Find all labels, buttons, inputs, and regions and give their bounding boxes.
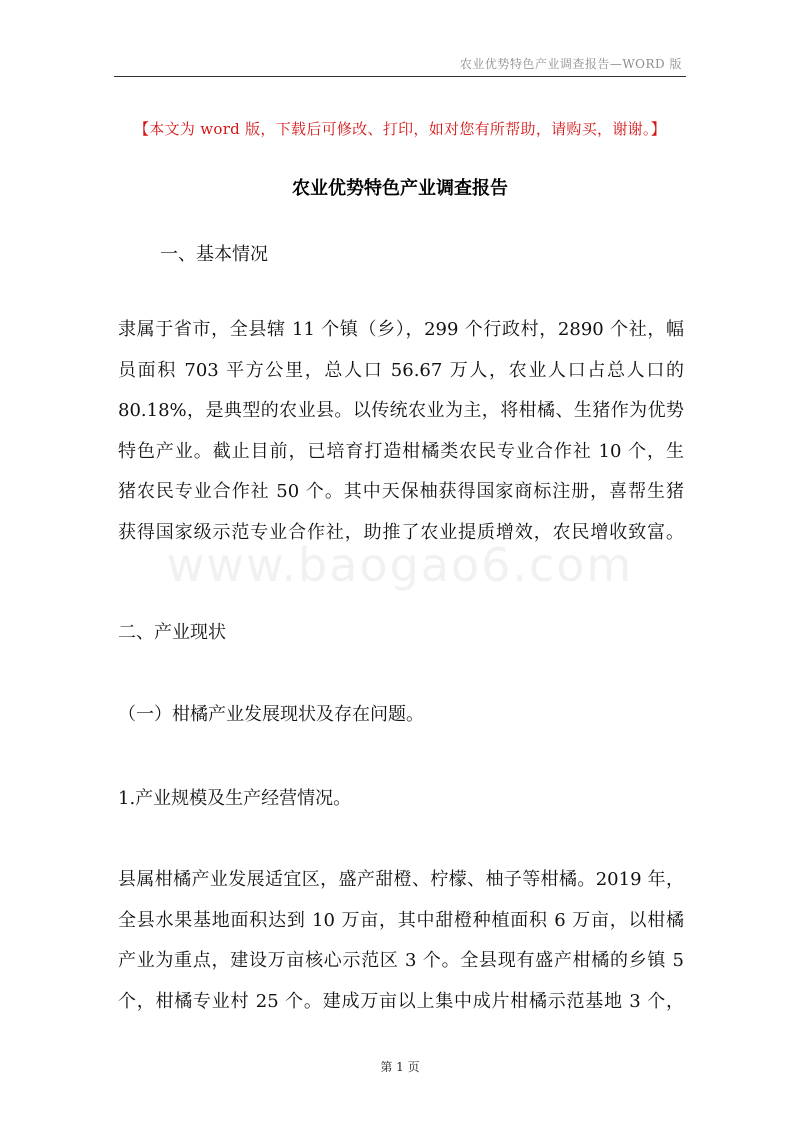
watermark: www.baogao6.com — [166, 538, 634, 592]
section-1-paragraph — [118, 310, 684, 553]
section-2-heading: 二、产业现状 — [118, 622, 226, 643]
paragraph-line: 获得国家级示范专业合作社，助推了农业提质增效，农民增收致富。 — [118, 521, 684, 543]
paragraph-line: 隶属于省市，全县辖 11 个镇（乡），299 个行政村，2890 个社，幅 — [118, 319, 684, 340]
item-heading: 1.产业规模及生产经营情况。 — [118, 788, 352, 809]
purchase-notice: 【本文为 word 版，下载后可修改、打印，如对您有所帮助，请购买，谢谢。】 — [133, 120, 667, 138]
page-header: 农业优势特色产业调查报告—WORD 版 — [459, 57, 682, 71]
paragraph-line: 80.18%，是典型的农业县。以传统农业为主，将柑橘、生猪作为优势 — [118, 400, 684, 421]
paragraph-line: 个，柑橘专业村 25 个。建成万亩以上集中成片柑橘示范基地 3 个， — [118, 990, 684, 1012]
document-title: 农业优势特色产业调查报告 — [292, 178, 508, 199]
subsection-heading: （一）柑橘产业发展现状及存在问题。 — [118, 704, 424, 725]
page-number: 第 1 页 — [380, 1060, 420, 1074]
paragraph-line: 全县水果基地面积达到 10 万亩，其中甜橙种植面积 6 万亩，以柑橘 — [118, 909, 684, 931]
paragraph-line: 员面积 703 平方公里，总人口 56.67 万人，农业人口占总人口的 — [118, 359, 684, 381]
paragraph-line: 产业为重点，建设万亩核心示范区 3 个。全县现有盛产柑橘的乡镇 5 — [118, 950, 684, 971]
paragraph-line: 特色产业。截止目前，已培育打造柑橘类农民专业合作社 10 个，生 — [118, 440, 684, 462]
section-1-heading: 一、基本情况 — [160, 244, 268, 265]
section-2-paragraph — [118, 860, 684, 1022]
paragraph-line: 县属柑橘产业发展适宜区，盛产甜橙、柠檬、柚子等柑橘。2019 年， — [118, 869, 684, 890]
header-divider — [114, 76, 686, 77]
paragraph-line: 猪农民专业合作社 50 个。其中天保柚获得国家商标注册，喜帮生猪 — [118, 481, 684, 502]
